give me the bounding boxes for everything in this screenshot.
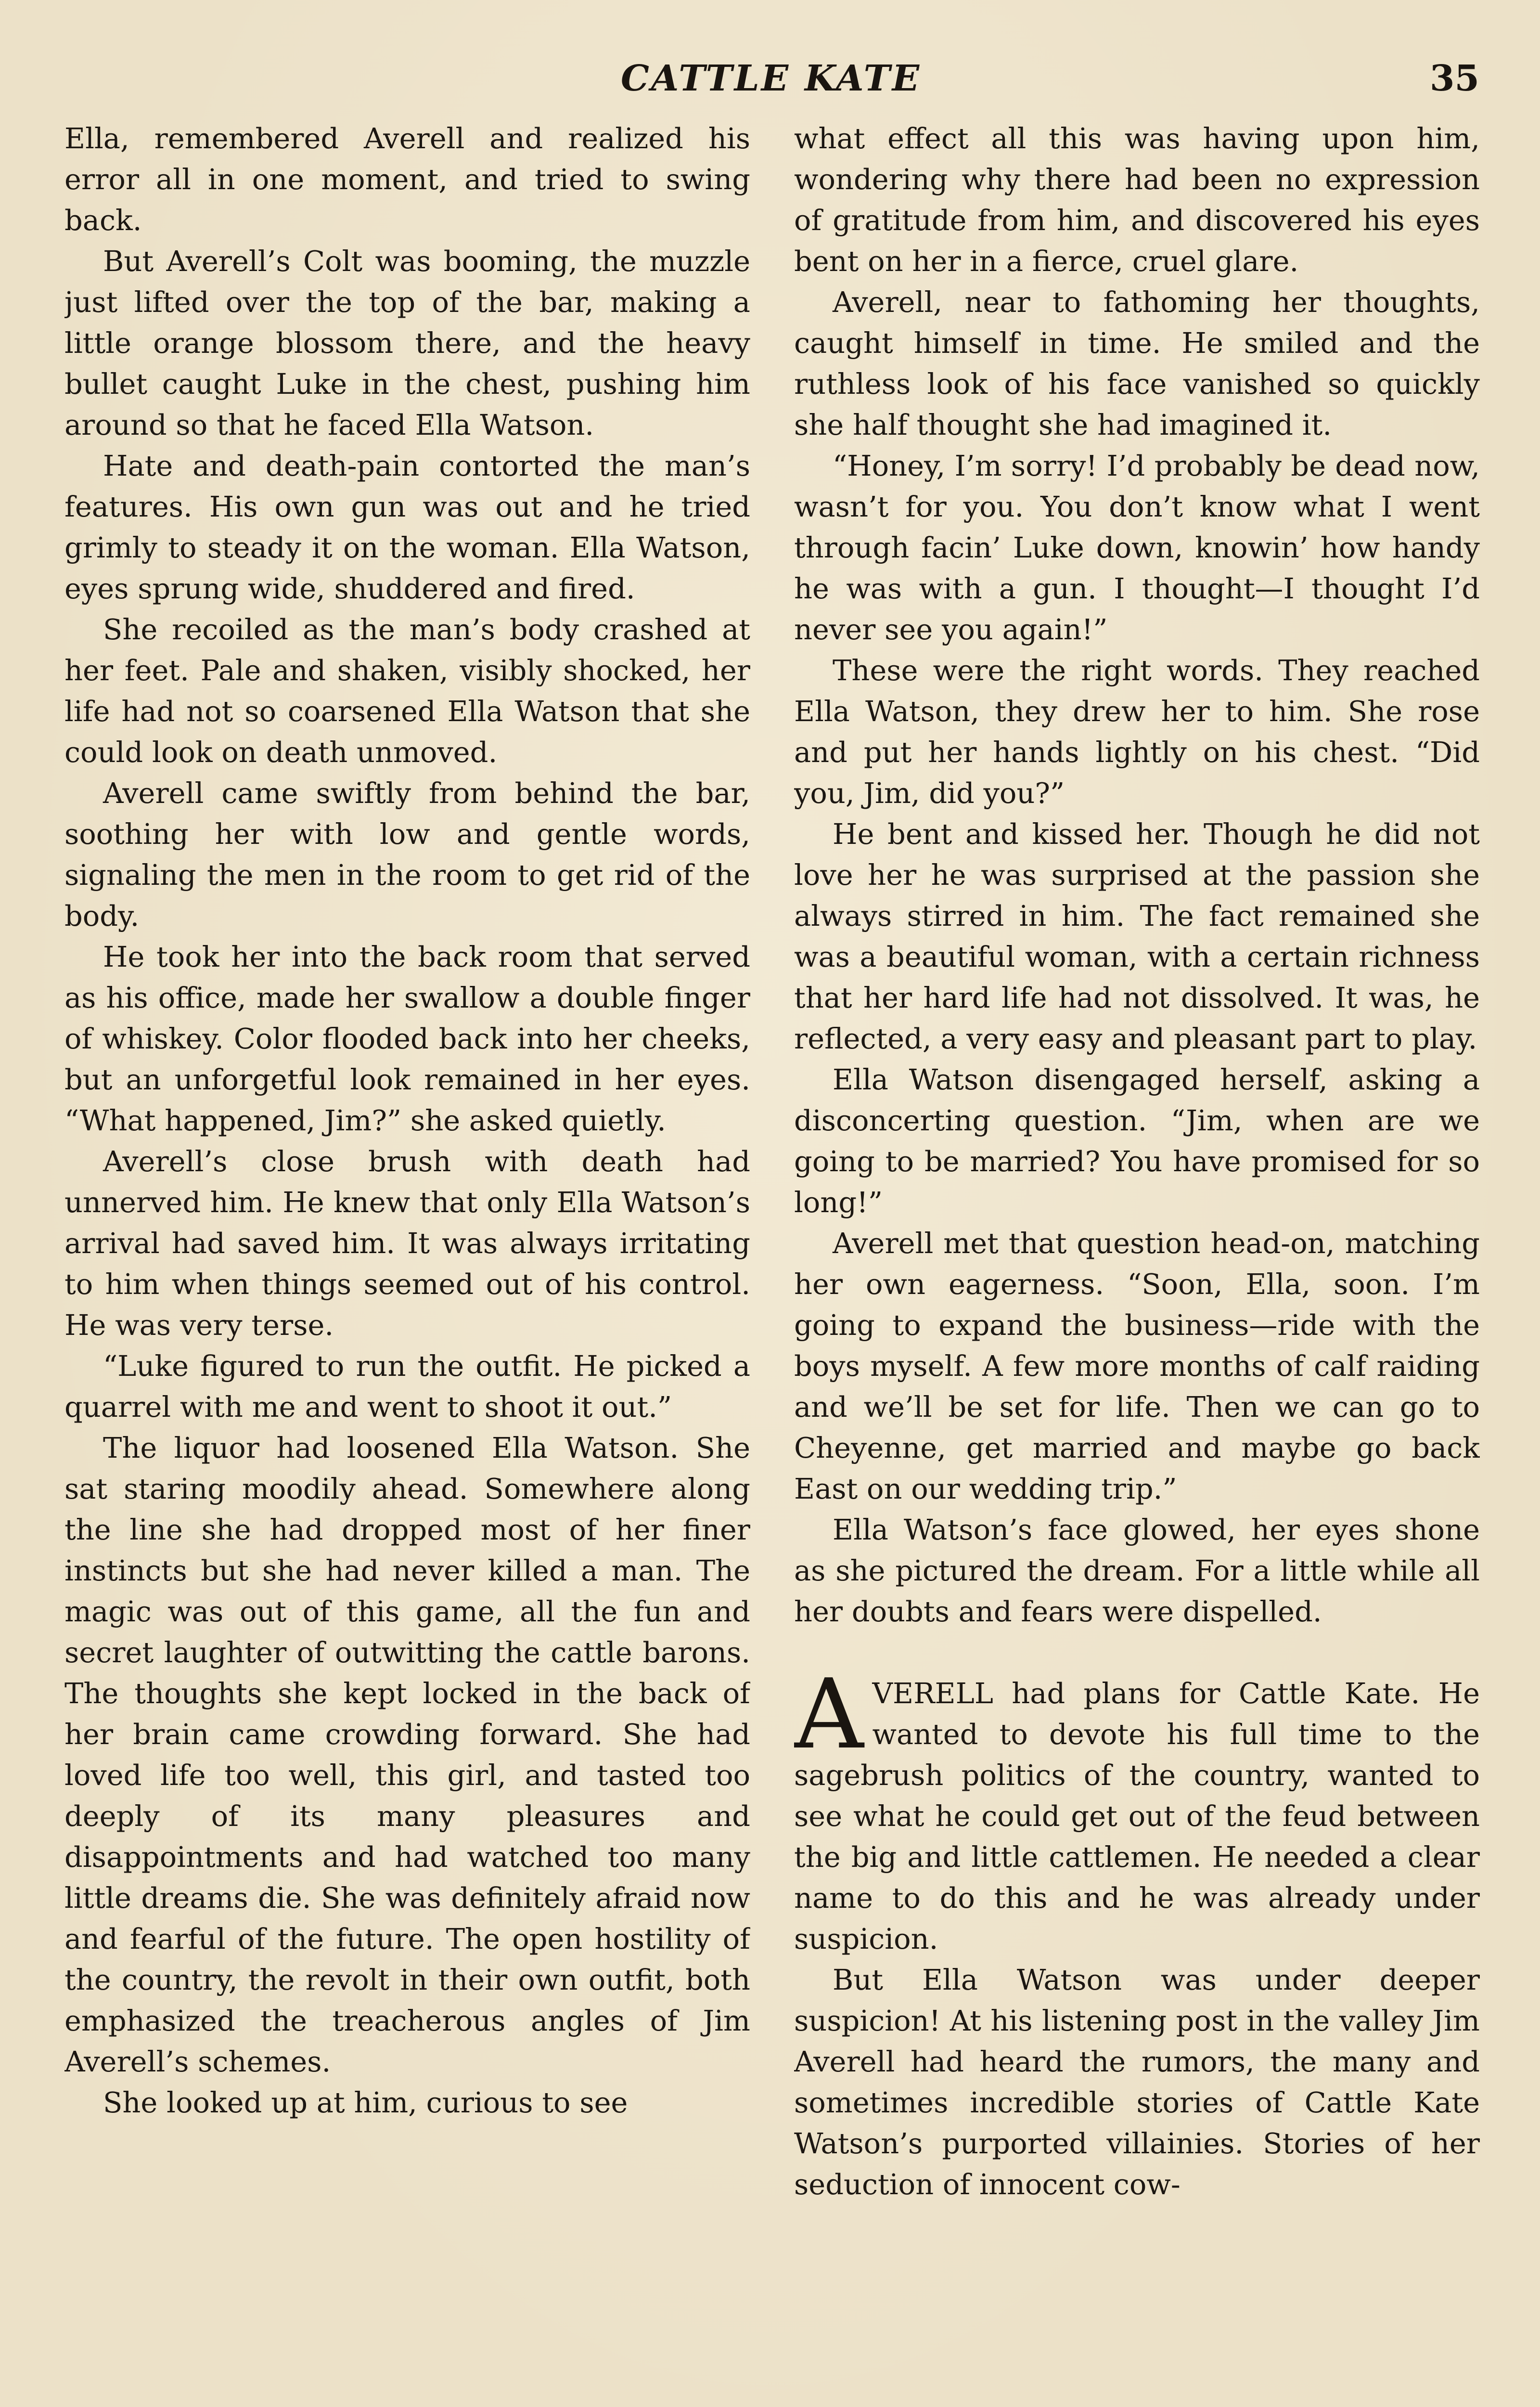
drop-cap-letter: A xyxy=(794,1658,864,1771)
paragraph: Ella Watson disengaged herself, asking a disconcerting question. “Jim, when are we going to be married? You have promised for so long!” xyxy=(794,1063,1480,1219)
paragraph: Hate and death-pain contorted the man’s features. His own gun was out and he tried grimly to steady it on the woman. Ella Watson, eyes sprung wide, shuddered and fired. xyxy=(64,449,750,605)
paragraph: Averell met that question head-on, matching her own eagerness. “Soon, Ella, soon. I’m going to expand the business—ride with the boys myself. A few more months of calf raiding and we’ll be set for life. Then we can go to Cheyenne, get married and maybe go back East on our wedding trip.” xyxy=(794,1227,1480,1505)
paragraph: Averell came swiftly from behind the bar, soothing her with low and gentle words, signaling the men in the room to get rid of the body. xyxy=(64,776,750,932)
paragraph: But Ella Watson was under deeper suspicion! At his listening post in the valley Jim Averell had heard the rumors, the many and sometimes incredible stories of Cattle Kate Watson’s purported villainies. Stories of her seduction of innocent cow- xyxy=(794,1963,1480,2201)
page-number: 35 xyxy=(1430,58,1479,99)
paragraph: These were the right words. They reached Ella Watson, they drew her to him. She rose and put her hands lightly on his chest. “Did you, Jim, did you?” xyxy=(794,654,1480,810)
paragraph: “Honey, I’m sorry! I’d probably be dead now, wasn’t for you. You don’t know what I went through facin’ Luke down, knowin’ how handy he was with a gun. I thought—I thought I’d never see you again!” xyxy=(794,449,1480,646)
paragraph: The liquor had loosened Ella Watson. She sat staring moodily ahead. Somewhere along the line she had dropped most of her finer instincts but she had never killed a man. The magic was out of this game, all the fun and secret laughter of outwitting the cattle barons. The thoughts she kept locked in the back of her brain came crowding forward. She had loved life too well, this girl, and tasted too deeply of its many pleasures and disappointments and had watched too many little dreams die. She was definitely afraid now and fearful of the future. The open hostility of the country, the revolt in their own outfit, both emphasized the treacherous angles of Jim Averell’s schemes. xyxy=(64,1431,750,2078)
paragraph: She looked up at him, curious to see xyxy=(103,2086,628,2119)
paragraph: She recoiled as the man’s body crashed at her feet. Pale and shaken, visibly shocked, her life had not so coarsened Ella Watson that she could look on death unmoved. xyxy=(64,613,750,769)
paragraph: Averell’s close brush with death had unnerved him. He knew that only Ella Watson’s arrival had saved him. It was always irritating to him when things seemed out of his control. He was very terse. xyxy=(64,1145,750,1342)
page-header xyxy=(0,58,1540,111)
left-text-column xyxy=(64,118,750,2407)
paragraph: “Luke figured to run the outfit. He picked a quarrel with me and went to shoot it out.” xyxy=(64,1349,750,1423)
section-break xyxy=(794,1632,1480,1673)
paragraph: Ella Watson’s face glowed, her eyes shone as she pictured the dream. For a little while all her doubts and fears were dispelled. xyxy=(794,1513,1480,1628)
dropcap-paragraph xyxy=(794,1658,1480,1959)
dropcap-paragraph-text: VERELL had plans for Cattle Kate. He wanted to devote his full time to the sagebrush politics of the country, wanted to see what he could get out of the feud between the big and little cattlemen. He needed a clear name to do this and he was already under suspicion. xyxy=(794,1677,1480,1955)
paragraph: But Averell’s Colt was booming, the muzzle just lifted over the top of the bar, making a little orange blossom there, and the heavy bullet caught Luke in the chest, pushing him around so that he faced Ella Watson. xyxy=(64,245,750,441)
running-title: CATTLE KATE xyxy=(621,58,922,99)
paragraph: Ella, remembered Averell and realized his error all in one moment, and tried to swing back. xyxy=(64,122,750,237)
paragraph: what effect all this was having upon him, wondering why there had been no expression of gratitude from him, and discovered his eyes bent on her in a fierce, cruel glare. xyxy=(794,122,1480,278)
paragraph: He bent and kissed her. Though he did not love her he was surprised at the passion she always stirred in him. The fact remained she was a beautiful woman, with a certain richness that her hard life had not dissolved. It was, he reflected, a very easy and pleasant part to play. xyxy=(794,817,1480,1055)
right-text-column xyxy=(794,118,1480,2407)
paragraph: Averell, near to fathoming her thoughts, caught himself in time. He smiled and the ruthless look of his face vanished so quickly she half thought she had imagined it. xyxy=(794,285,1480,441)
paragraph: He took her into the back room that served as his office, made her swallow a double finger of whiskey. Color flooded back into her cheeks, but an unforgetful look remained in her eyes. “What happened, Jim?” she asked quietly. xyxy=(64,940,750,1137)
